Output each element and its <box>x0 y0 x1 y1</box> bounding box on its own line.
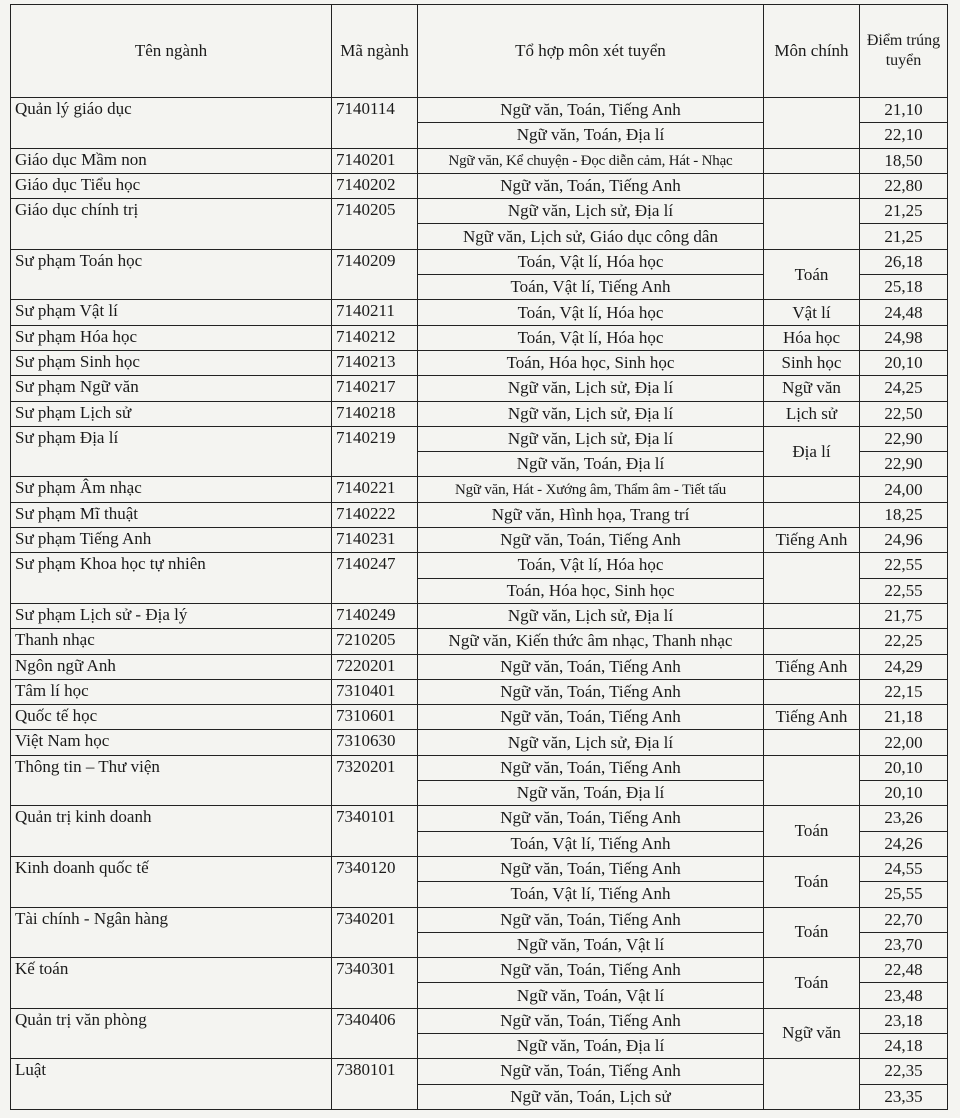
program-code: 7140231 <box>332 528 418 553</box>
subject-combination: Ngữ văn, Toán, Tiếng Anh <box>418 679 764 704</box>
table-row <box>11 350 948 375</box>
admission-score: 18,25 <box>860 502 948 527</box>
subject-combination: Ngữ văn, Toán, Địa lí <box>418 781 764 806</box>
admission-score: 24,26 <box>860 831 948 856</box>
admission-score: 22,55 <box>860 578 948 603</box>
admission-score: 21,10 <box>860 98 948 123</box>
main-subject <box>764 98 860 149</box>
admission-score: 22,00 <box>860 730 948 755</box>
header-program-code: Mã ngành <box>332 5 418 98</box>
admission-score: 23,48 <box>860 983 948 1008</box>
program-code: 7140219 <box>332 426 418 477</box>
program-name: Sư phạm Tiếng Anh <box>11 528 332 553</box>
table-row <box>11 325 948 350</box>
table-row <box>11 173 948 198</box>
admission-score: 23,18 <box>860 1008 948 1033</box>
subject-combination: Ngữ văn, Lịch sử, Địa lí <box>418 426 764 451</box>
program-name: Giáo dục Mầm non <box>11 148 332 173</box>
subject-combination: Ngữ văn, Toán, Địa lí <box>418 123 764 148</box>
program-name: Sư phạm Hóa học <box>11 325 332 350</box>
subject-combination: Ngữ văn, Toán, Địa lí <box>418 1033 764 1058</box>
admission-score: 26,18 <box>860 249 948 274</box>
program-name: Sư phạm Khoa học tự nhiên <box>11 553 332 604</box>
program-name: Sư phạm Sinh học <box>11 350 332 375</box>
admission-score: 21,25 <box>860 199 948 224</box>
main-subject: Tiếng Anh <box>764 705 860 730</box>
admission-score-sheet <box>10 4 948 1110</box>
table-row <box>11 528 948 553</box>
program-code: 7340301 <box>332 958 418 1009</box>
program-name: Sư phạm Toán học <box>11 249 332 300</box>
program-name: Tâm lí học <box>11 679 332 704</box>
admission-score: 24,96 <box>860 528 948 553</box>
main-subject <box>764 679 860 704</box>
main-subject: Toán <box>764 958 860 1009</box>
main-subject <box>764 755 860 806</box>
program-code: 7340120 <box>332 856 418 907</box>
admission-score: 25,55 <box>860 882 948 907</box>
subject-combination: Ngữ văn, Toán, Tiếng Anh <box>418 907 764 932</box>
subject-combination: Toán, Vật lí, Tiếng Anh <box>418 275 764 300</box>
subject-combination: Toán, Vật lí, Tiếng Anh <box>418 882 764 907</box>
subject-combination: Ngữ văn, Toán, Tiếng Anh <box>418 806 764 831</box>
program-code: 7220201 <box>332 654 418 679</box>
header-program-name: Tên ngành <box>11 5 332 98</box>
subject-combination: Ngữ văn, Toán, Lịch sử <box>418 1084 764 1109</box>
header-subject-combination: Tổ hợp môn xét tuyển <box>418 5 764 98</box>
program-code: 7140222 <box>332 502 418 527</box>
table-row <box>11 376 948 401</box>
table-row <box>11 502 948 527</box>
table-row <box>11 705 948 730</box>
admission-score: 22,90 <box>860 426 948 451</box>
main-subject <box>764 1059 860 1110</box>
main-subject: Ngữ văn <box>764 376 860 401</box>
admission-score: 25,18 <box>860 275 948 300</box>
program-code: 7140218 <box>332 401 418 426</box>
program-name: Kế toán <box>11 958 332 1009</box>
subject-combination: Ngữ văn, Lịch sử, Địa lí <box>418 730 764 755</box>
table-row <box>11 730 948 755</box>
main-subject: Toán <box>764 907 860 958</box>
header-main-subject: Môn chính <box>764 5 860 98</box>
table-row <box>11 603 948 628</box>
program-code: 7140205 <box>332 199 418 250</box>
admission-score: 22,15 <box>860 679 948 704</box>
admission-score: 22,90 <box>860 452 948 477</box>
main-subject <box>764 477 860 502</box>
subject-combination: Ngữ văn, Lịch sử, Địa lí <box>418 603 764 628</box>
admission-score: 20,10 <box>860 755 948 780</box>
program-name: Sư phạm Mĩ thuật <box>11 502 332 527</box>
main-subject <box>764 173 860 198</box>
admission-score-table <box>10 4 948 1110</box>
program-code: 7140213 <box>332 350 418 375</box>
header-row <box>11 5 948 98</box>
admission-score: 24,25 <box>860 376 948 401</box>
program-code: 7140209 <box>332 249 418 300</box>
program-code: 7140211 <box>332 300 418 325</box>
admission-score: 22,48 <box>860 958 948 983</box>
program-name: Việt Nam học <box>11 730 332 755</box>
program-code: 7140201 <box>332 148 418 173</box>
subject-combination: Ngữ văn, Kể chuyện - Đọc diễn cảm, Hát - Nhạc <box>418 148 764 173</box>
admission-score: 24,00 <box>860 477 948 502</box>
admission-score: 22,50 <box>860 401 948 426</box>
subject-combination: Ngữ văn, Lịch sử, Địa lí <box>418 401 764 426</box>
admission-score: 21,18 <box>860 705 948 730</box>
subject-combination: Ngữ văn, Toán, Vật lí <box>418 932 764 957</box>
admission-score: 24,55 <box>860 856 948 881</box>
table-row <box>11 199 948 224</box>
program-name: Luật <box>11 1059 332 1110</box>
main-subject: Toán <box>764 249 860 300</box>
main-subject: Tiếng Anh <box>764 654 860 679</box>
table-row <box>11 958 948 983</box>
program-name: Tài chính - Ngân hàng <box>11 907 332 958</box>
table-row <box>11 148 948 173</box>
program-code: 7340201 <box>332 907 418 958</box>
table-row <box>11 98 948 123</box>
subject-combination: Ngữ văn, Toán, Tiếng Anh <box>418 98 764 123</box>
program-code: 7140247 <box>332 553 418 604</box>
program-name: Giáo dục chính trị <box>11 199 332 250</box>
program-code: 7340101 <box>332 806 418 857</box>
table-row <box>11 907 948 932</box>
table-row <box>11 856 948 881</box>
admission-score: 20,10 <box>860 781 948 806</box>
admission-score: 21,75 <box>860 603 948 628</box>
main-subject: Vật lí <box>764 300 860 325</box>
program-code: 7140249 <box>332 603 418 628</box>
subject-combination: Ngữ văn, Toán, Tiếng Anh <box>418 173 764 198</box>
subject-combination: Ngữ văn, Hình họa, Trang trí <box>418 502 764 527</box>
subject-combination: Ngữ văn, Lịch sử, Địa lí <box>418 199 764 224</box>
table-row <box>11 553 948 578</box>
subject-combination: Ngữ văn, Toán, Tiếng Anh <box>418 958 764 983</box>
program-code: 7210205 <box>332 629 418 654</box>
main-subject <box>764 502 860 527</box>
table-row <box>11 477 948 502</box>
subject-combination: Toán, Vật lí, Tiếng Anh <box>418 831 764 856</box>
main-subject: Toán <box>764 856 860 907</box>
table-row <box>11 1059 948 1084</box>
program-code: 7140114 <box>332 98 418 149</box>
admission-score: 24,18 <box>860 1033 948 1058</box>
subject-combination: Toán, Vật lí, Hóa học <box>418 553 764 578</box>
program-code: 7380101 <box>332 1059 418 1110</box>
admission-score: 21,25 <box>860 224 948 249</box>
subject-combination: Ngữ văn, Lịch sử, Địa lí <box>418 376 764 401</box>
table-row <box>11 806 948 831</box>
main-subject <box>764 603 860 628</box>
admission-score: 24,29 <box>860 654 948 679</box>
admission-score: 23,35 <box>860 1084 948 1109</box>
program-code: 7310630 <box>332 730 418 755</box>
admission-score: 22,25 <box>860 629 948 654</box>
program-name: Quốc tế học <box>11 705 332 730</box>
program-code: 7140202 <box>332 173 418 198</box>
subject-combination: Ngữ văn, Toán, Tiếng Anh <box>418 528 764 553</box>
table-body <box>11 98 948 1110</box>
subject-combination: Ngữ văn, Toán, Địa lí <box>418 452 764 477</box>
main-subject: Địa lí <box>764 426 860 477</box>
table-row <box>11 249 948 274</box>
program-code: 7140212 <box>332 325 418 350</box>
main-subject <box>764 730 860 755</box>
table-row <box>11 300 948 325</box>
admission-score: 22,55 <box>860 553 948 578</box>
program-name: Quản trị kinh doanh <box>11 806 332 857</box>
main-subject <box>764 148 860 173</box>
admission-score: 23,70 <box>860 932 948 957</box>
main-subject: Toán <box>764 806 860 857</box>
admission-score: 22,10 <box>860 123 948 148</box>
program-name: Sư phạm Vật lí <box>11 300 332 325</box>
subject-combination: Ngữ văn, Lịch sử, Giáo dục công dân <box>418 224 764 249</box>
subject-combination: Toán, Vật lí, Hóa học <box>418 300 764 325</box>
program-code: 7140217 <box>332 376 418 401</box>
header-admission-score: Điểm trúng tuyển <box>860 5 948 98</box>
admission-score: 24,98 <box>860 325 948 350</box>
subject-combination: Ngữ văn, Toán, Tiếng Anh <box>418 1059 764 1084</box>
main-subject: Hóa học <box>764 325 860 350</box>
program-code: 7140221 <box>332 477 418 502</box>
main-subject: Lịch sử <box>764 401 860 426</box>
program-code: 7340406 <box>332 1008 418 1059</box>
table-row <box>11 401 948 426</box>
program-name: Giáo dục Tiểu học <box>11 173 332 198</box>
subject-combination: Toán, Hóa học, Sinh học <box>418 578 764 603</box>
program-name: Ngôn ngữ Anh <box>11 654 332 679</box>
subject-combination: Ngữ văn, Toán, Vật lí <box>418 983 764 1008</box>
program-name: Sư phạm Ngữ văn <box>11 376 332 401</box>
program-code: 7320201 <box>332 755 418 806</box>
table-row <box>11 679 948 704</box>
program-name: Sư phạm Âm nhạc <box>11 477 332 502</box>
program-name: Quản lý giáo dục <box>11 98 332 149</box>
subject-combination: Ngữ văn, Toán, Tiếng Anh <box>418 654 764 679</box>
table-row <box>11 1008 948 1033</box>
program-name: Thanh nhạc <box>11 629 332 654</box>
program-name: Kinh doanh quốc tế <box>11 856 332 907</box>
admission-score: 18,50 <box>860 148 948 173</box>
admission-score: 22,35 <box>860 1059 948 1084</box>
program-name: Quản trị văn phòng <box>11 1008 332 1059</box>
subject-combination: Toán, Vật lí, Hóa học <box>418 325 764 350</box>
admission-score: 23,26 <box>860 806 948 831</box>
admission-score: 22,70 <box>860 907 948 932</box>
main-subject <box>764 553 860 604</box>
subject-combination: Ngữ văn, Kiến thức âm nhạc, Thanh nhạc <box>418 629 764 654</box>
subject-combination: Ngữ văn, Toán, Tiếng Anh <box>418 705 764 730</box>
subject-combination: Ngữ văn, Hát - Xướng âm, Thẩm âm - Tiết tấu <box>418 477 764 502</box>
admission-score: 24,48 <box>860 300 948 325</box>
program-code: 7310401 <box>332 679 418 704</box>
program-name: Sư phạm Địa lí <box>11 426 332 477</box>
table-row <box>11 629 948 654</box>
table-row <box>11 426 948 451</box>
subject-combination: Toán, Hóa học, Sinh học <box>418 350 764 375</box>
program-name: Sư phạm Lịch sử <box>11 401 332 426</box>
admission-score: 20,10 <box>860 350 948 375</box>
main-subject: Tiếng Anh <box>764 528 860 553</box>
program-name: Sư phạm Lịch sử - Địa lý <box>11 603 332 628</box>
main-subject: Sinh học <box>764 350 860 375</box>
program-code: 7310601 <box>332 705 418 730</box>
table-row <box>11 654 948 679</box>
subject-combination: Ngữ văn, Toán, Tiếng Anh <box>418 856 764 881</box>
main-subject <box>764 199 860 250</box>
main-subject: Ngữ văn <box>764 1008 860 1059</box>
admission-score: 22,80 <box>860 173 948 198</box>
subject-combination: Ngữ văn, Toán, Tiếng Anh <box>418 755 764 780</box>
table-row <box>11 755 948 780</box>
subject-combination: Toán, Vật lí, Hóa học <box>418 249 764 274</box>
main-subject <box>764 629 860 654</box>
subject-combination: Ngữ văn, Toán, Tiếng Anh <box>418 1008 764 1033</box>
program-name: Thông tin – Thư viện <box>11 755 332 806</box>
